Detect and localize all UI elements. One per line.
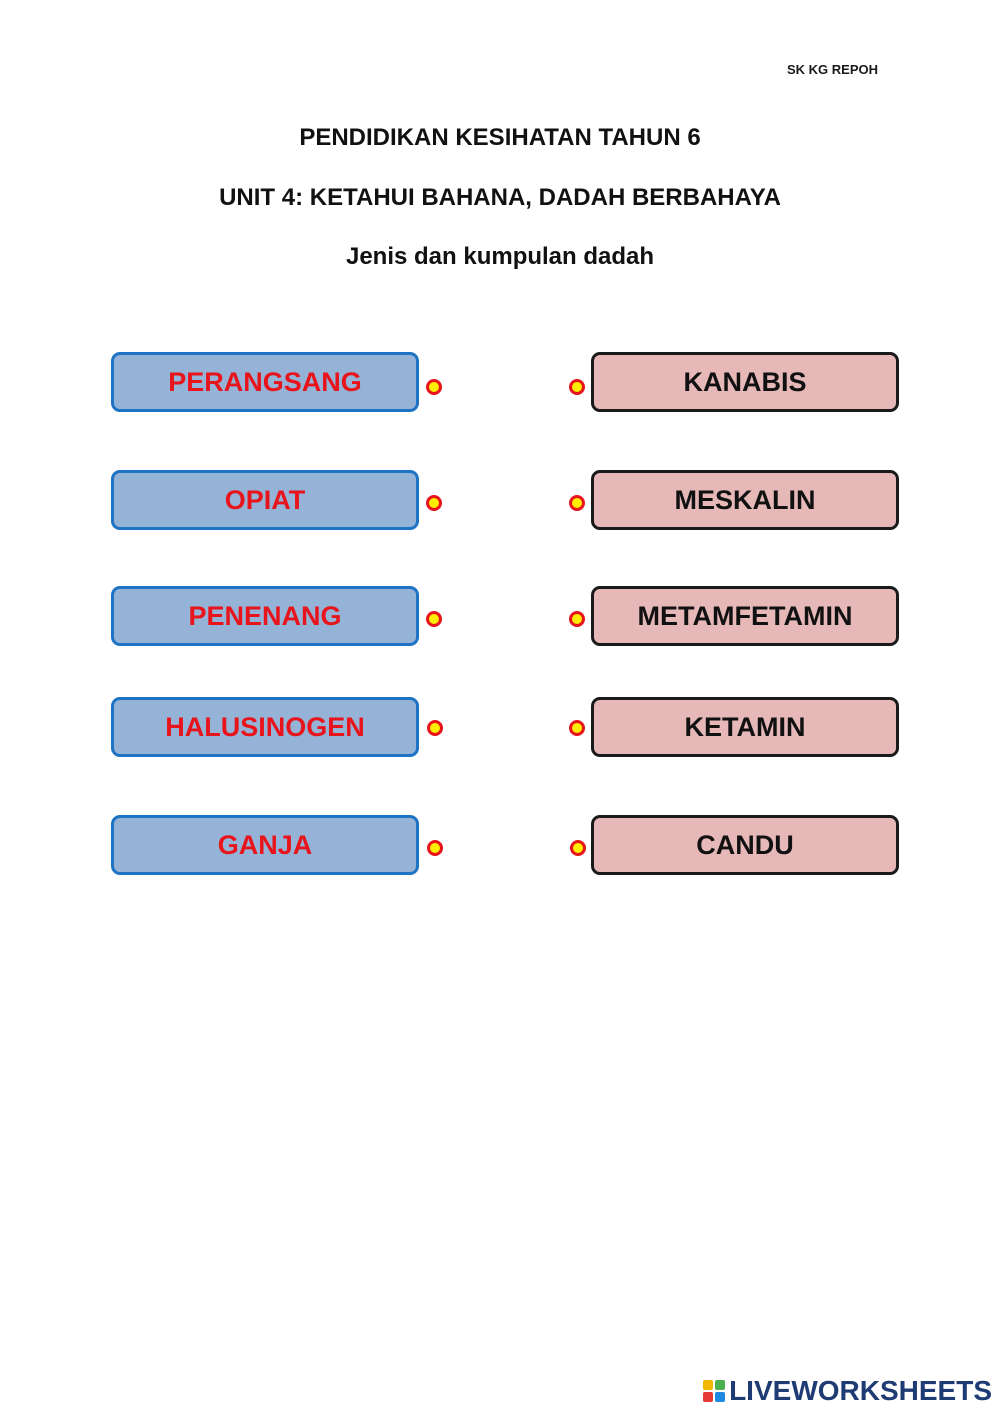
left-connector-dot[interactable] bbox=[427, 840, 443, 856]
left-item-opiat[interactable] bbox=[111, 470, 419, 530]
unit-title: UNIT 4: KETAHUI BAHANA, DADAH BERBAHAYA bbox=[219, 184, 781, 211]
right-item-label: METAMFETAMIN bbox=[637, 600, 853, 631]
left-item-label: HALUSINOGEN bbox=[165, 711, 365, 742]
left-item-halusinogen[interactable] bbox=[111, 697, 419, 757]
right-connector-dot[interactable] bbox=[570, 840, 586, 856]
left-item-ganja[interactable] bbox=[111, 815, 419, 875]
left-item-label: PENENANG bbox=[188, 600, 342, 631]
right-item-ketamin[interactable] bbox=[591, 697, 899, 757]
section-subtitle: Jenis dan kumpulan dadah bbox=[345, 243, 655, 270]
left-item-penenang[interactable] bbox=[111, 586, 419, 646]
right-connector-dot[interactable] bbox=[569, 720, 585, 736]
left-item-label: OPIAT bbox=[224, 484, 306, 515]
liveworksheets-logo-icon bbox=[703, 1380, 725, 1402]
left-connector-dot[interactable] bbox=[426, 611, 442, 627]
left-connector-dot[interactable] bbox=[427, 720, 443, 736]
right-connector-dot[interactable] bbox=[569, 379, 585, 395]
right-item-label: CANDU bbox=[696, 829, 794, 860]
right-item-kanabis[interactable] bbox=[591, 352, 899, 412]
right-connector-dot[interactable] bbox=[569, 611, 585, 627]
left-item-perangsang[interactable] bbox=[111, 352, 419, 412]
left-item-label: PERANGSANG bbox=[168, 366, 362, 397]
left-connector-dot[interactable] bbox=[426, 379, 442, 395]
right-item-label: KETAMIN bbox=[684, 711, 806, 742]
left-connector-dot[interactable] bbox=[426, 495, 442, 511]
right-item-meskalin[interactable] bbox=[591, 470, 899, 530]
footer-branding bbox=[703, 1375, 992, 1407]
right-connector-dot[interactable] bbox=[569, 495, 585, 511]
brand-name: LIVEWORKSHEETS bbox=[729, 1375, 992, 1406]
right-item-label: KANABIS bbox=[683, 366, 807, 397]
page-title: PENDIDIKAN KESIHATAN TAHUN 6 bbox=[299, 124, 701, 151]
school-name: SK KG REPOH bbox=[786, 62, 878, 77]
right-item-candu[interactable] bbox=[591, 815, 899, 875]
right-item-metamfetamin[interactable] bbox=[591, 586, 899, 646]
left-item-label: GANJA bbox=[217, 829, 313, 860]
right-item-label: MESKALIN bbox=[674, 484, 816, 515]
